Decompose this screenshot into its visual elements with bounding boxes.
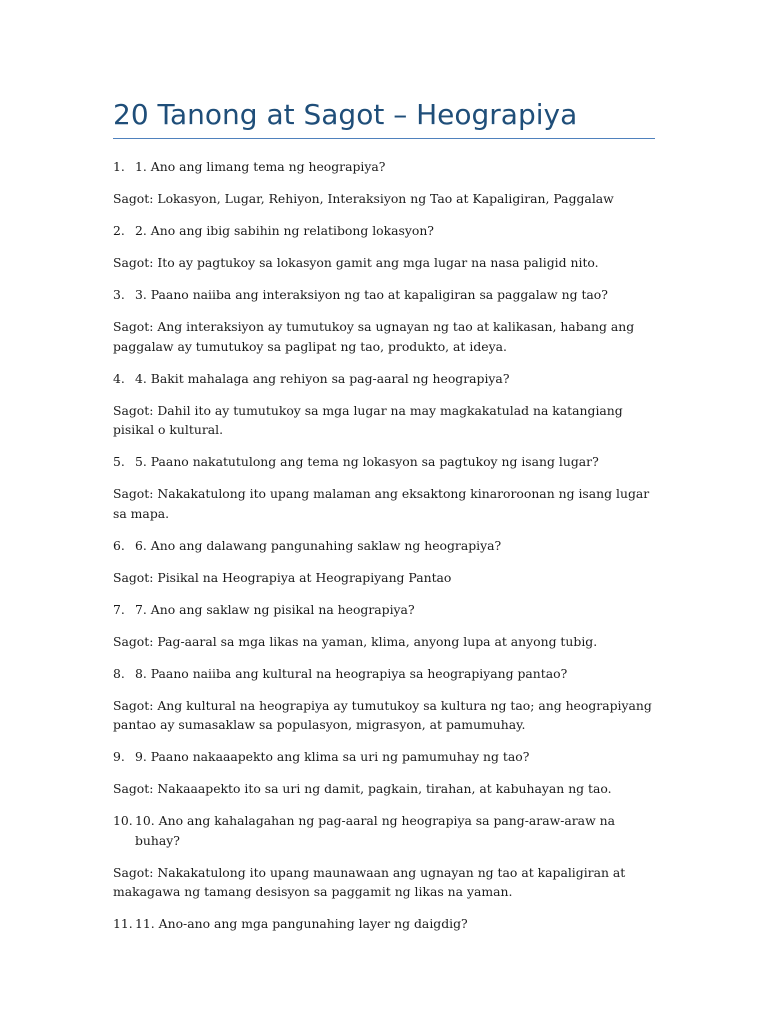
document-title: 20 Tanong at Sagot – Heograpiya xyxy=(113,96,655,139)
qa-item xyxy=(113,157,655,209)
answer-text: Sagot: Nakakatulong ito upang maunawaan ang ugnayan ng tao at kapaligiran at makagawa ng tamang desisyon sa paggamit ng likas na yaman. xyxy=(113,864,626,899)
question-text: 7. Ano ang saklaw ng pisikal na heograpiya? xyxy=(135,601,415,617)
answer-text: Sagot: Lokasyon, Lugar, Rehiyon, Interaksiyon ng Tao at Kapaligiran, Paggalaw xyxy=(113,191,614,206)
question xyxy=(113,221,655,241)
answer-text: Sagot: Pag-aaral sa mga likas na yaman, klima, anyong lupa at anyong tubig. xyxy=(113,633,598,649)
question-number: 1. xyxy=(113,159,125,174)
question-text: 1. Ano ang limang tema ng heograpiya? xyxy=(135,159,386,174)
question xyxy=(113,600,655,620)
question-text: 9. Paano nakaaapekto ang klima sa uri ng pamumuhay ng tao? xyxy=(135,749,530,764)
answer-text: Sagot: Dahil ito ay tumutukoy sa mga lugar na may magkakatulad na katangiang pisikal o kultural. xyxy=(113,402,623,437)
qa-item xyxy=(113,600,655,652)
qa-item xyxy=(113,452,655,523)
question-text: 2. Ano ang ibig sabihin ng relatibong lokasyon? xyxy=(135,223,434,238)
question-number: 2. xyxy=(113,223,125,238)
question xyxy=(113,157,655,177)
question xyxy=(113,452,655,472)
question-number: 5. xyxy=(113,454,125,469)
document-page xyxy=(113,96,655,946)
question xyxy=(113,664,655,684)
question xyxy=(113,811,655,850)
question-text: 4. Bakit mahalaga ang rehiyon sa pag-aaral ng heograpiya? xyxy=(135,370,510,386)
question-number: 3. xyxy=(113,287,125,302)
question xyxy=(113,369,655,389)
qa-item xyxy=(113,221,655,273)
answer-text: Sagot: Ang kultural na heograpiya ay tumutukoy sa kultura ng tao; ang heograpiyang pantao ay sumasaklaw sa populasyon, migrasyon, at pamumuhay. xyxy=(113,697,652,732)
question xyxy=(113,285,655,305)
qa-item xyxy=(113,536,655,588)
question-number: 7. xyxy=(113,601,125,617)
answer-text: Sagot: Nakaaapekto ito sa uri ng damit, pagkain, tirahan, at kabuhayan ng tao. xyxy=(113,781,612,796)
answer-text: Sagot: Pisikal na Heograpiya at Heograpiyang Pantao xyxy=(113,569,452,585)
qa-item xyxy=(113,285,655,356)
qa-list xyxy=(113,157,655,934)
question-number: 8. xyxy=(113,665,125,681)
answer-text: Sagot: Ang interaksiyon ay tumutukoy sa ugnayan ng tao at kalikasan, habang ang paggalaw ay tumutukoy sa paglipat ng tao, produkto, at ideya. xyxy=(113,319,635,354)
qa-item xyxy=(113,914,655,934)
question-number: 4. xyxy=(113,370,125,386)
question-text: 6. Ano ang dalawang pangunahing saklaw ng heograpiya? xyxy=(135,537,502,553)
question xyxy=(113,747,655,767)
question xyxy=(113,536,655,556)
qa-item xyxy=(113,369,655,440)
question xyxy=(113,914,655,934)
answer-text: Sagot: Ito ay pagtukoy sa lokasyon gamit ang mga lugar na nasa paligid nito. xyxy=(113,255,599,270)
question-text: 11. Ano-ano ang mga pangunahing layer ng daigdig? xyxy=(135,916,468,931)
answer-text: Sagot: Nakakatulong ito upang malaman ang eksaktong kinaroroonan ng isang lugar sa mapa. xyxy=(113,486,650,521)
qa-item xyxy=(113,747,655,799)
qa-item xyxy=(113,811,655,902)
question-text: 5. Paano nakatutulong ang tema ng lokasyon sa pagtukoy ng isang lugar? xyxy=(135,454,599,469)
question-number: 11. xyxy=(113,916,133,931)
question-text: 3. Paano naiiba ang interaksiyon ng tao at kapaligiran sa paggalaw ng tao? xyxy=(135,287,608,302)
qa-item xyxy=(113,664,655,735)
question-number: 9. xyxy=(113,749,125,764)
question-number: 6. xyxy=(113,537,125,553)
question-number: 10. xyxy=(113,813,133,828)
question-text: 8. Paano naiiba ang kultural na heograpiya sa heograpiyang pantao? xyxy=(135,665,568,681)
question-text: 10. Ano ang kahalagahan ng pag-aaral ng heograpiya sa pang-araw-araw na buhay? xyxy=(135,813,615,848)
